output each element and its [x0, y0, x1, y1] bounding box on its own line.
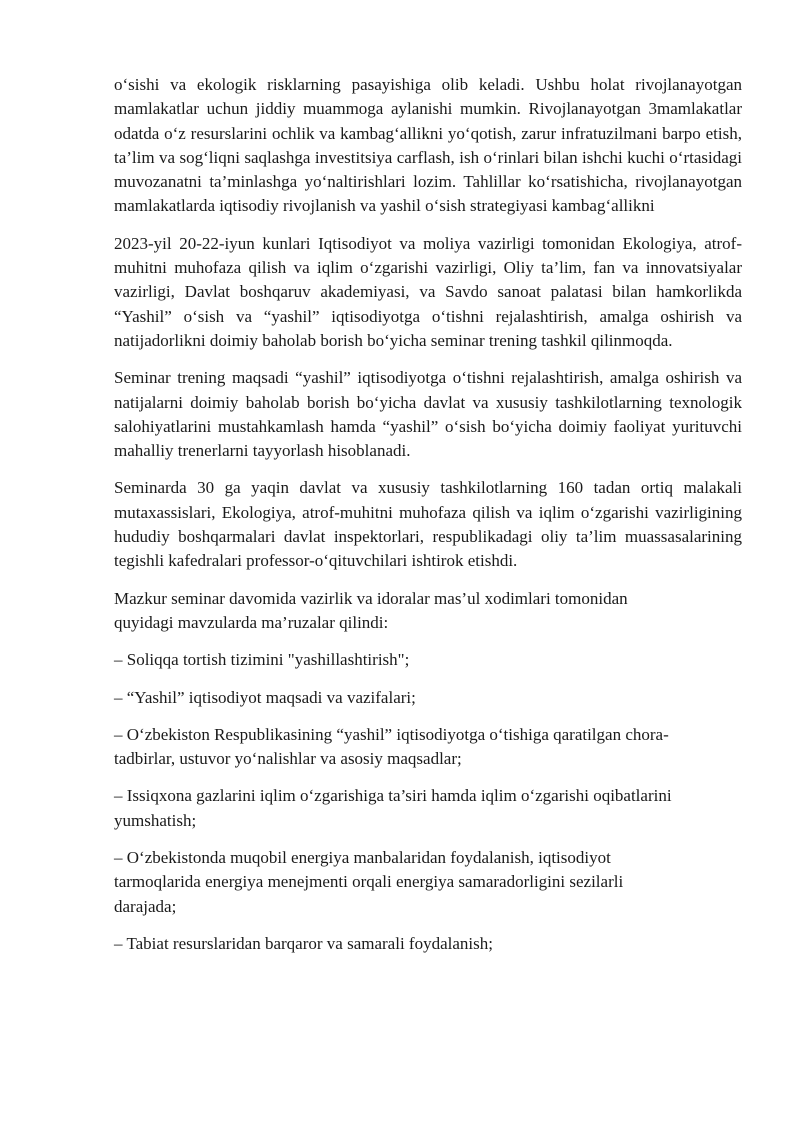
list-item-green-economy-goals: – “Yashil” iqtisodiyot maqsadi va vazifalari; [114, 687, 416, 707]
paragraph-seminar-goal: Seminar trening maqsadi “yashil” iqtisodiyotga o‘tishni rejalashtirish, amalga oshirish va natijalarni doimiy baholab borish bo‘yicha davlat va xususiy tashkilotlarning texnologik salohiyatlarini mustahkamlash hamda “yashil” o‘sish bo‘yicha doimiy faoliyat yurituvchi mahalliy trenerlarni tayyorlash hisoblanadi. [114, 368, 742, 461]
paragraph-intro: o‘sishi va ekologik risklarning pasayishiga olib keladi. Ushbu holat rivojlanayotgan mamlakatlar uchun jiddiy muammoga aylanishi mumkin. Rivojlanayotgan 3mamlakatlar odatda o‘z resurslarini ochlik va kambag‘allikni yo‘qotish, zarur infratuzilmani barpo etish, ta’lim va sog‘liqni saqlashga investitsiya carflash, ish o‘rinlari bilan ishchi kuchi o‘rtasidagi muvozanatni ta’minlashga yo‘naltirishlari lozim. Tahlillar ko‘rsatishicha, rivojlanayotgan mamlakatlarda iqtisodiy rivojlanish va yashil o‘sish strategiyasi kambag‘allikni [114, 75, 742, 216]
paragraph-seminar-announcement: 2023-yil 20-22-iyun kunlari Iqtisodiyot va moliya vazirligi tomonidan Ekologiya, atrof-muhitni muhofaza qilish va iqlim o‘zgarishi vazirligi, Oliy ta’lim, fan va innovatsiyalar vazirligi, Davlat boshqaruv akademiyasi, va Savdo sanoat palatasi bilan hamkorlikda “Yashil” o‘sish va “yashil” iqtisodiyotga o‘tishni rejalashtirish, amalga oshirish va natijadorlikni doimiy baholab borish bo‘yicha seminar trening tashkil qilinmoqda. [114, 233, 742, 350]
list-item-uzbekistan-measures: – O‘zbekiston Respublikasining “yashil” iqtisodiyotga o‘tishiga qaratilgan chora-tadbirlar, ustuvor yo‘nalishlar va asosiy maqsadlar; [114, 724, 669, 769]
list-item-tax-greening: – Soliqqa tortish tizimini "yashillashtirish"; [114, 650, 410, 670]
document-page [114, 73, 742, 956]
paragraph-topics-intro: Mazkur seminar davomida vazirlik va idoralar mas’ul xodimlari tomonidan quyidagi mavzularda ma’ruzalar qilindi: [114, 588, 628, 632]
list-item-greenhouse-gases: – Issiqxona gazlarini iqlim o‘zgarishiga ta’siri hamda iqlim o‘zgarishi oqibatlarini yumshatish; [114, 786, 672, 830]
paragraph-participants: Seminarda 30 ga yaqin davlat va xususiy tashkilotlarning 160 tadan ortiq malakali mutaxassislari, Ekologiya, atrof-muhitni muhofaza qilish va iqlim o‘zgarishi vazirligining hududiy boshqarmalari davlat inspektorlari, respublikadagi oliy ta’lim muassasalarining tegishli kafedralari professor-o‘qituvchilari ishtirok etishdi. [114, 478, 742, 571]
list-item-alternative-energy: – O‘zbekistonda muqobil energiya manbalaridan foydalanish, iqtisodiyot tarmoqlarida energiya menejmenti orqali energiya samaradorligini sezilarli darajada; [114, 848, 624, 916]
list-item-natural-resources: – Tabiat resurslaridan barqaror va samarali foydalanish; [114, 933, 493, 953]
